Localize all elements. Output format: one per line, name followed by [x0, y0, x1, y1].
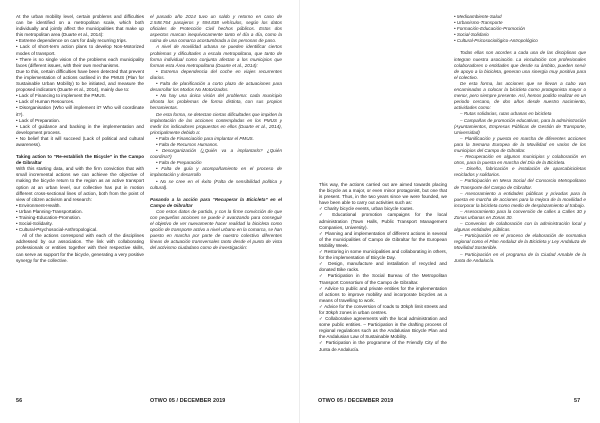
paragraph: • Extrema dependencia del coche en viajes recurrentes diarios. — [150, 68, 282, 80]
paragraph: ✓ Educational promotion campaigns for the local administration (Town Halls, Public Transport Management Companies, University). — [319, 212, 447, 230]
paragraph: This way, the actions carried out are aimed towards placing the bicycle as a major, or even minor protagonist, but one that is present. Thus, in the two years since we were founded, we have been able to carry out activities such as: — [319, 182, 447, 206]
paragraph: ✓ Collaborative agreements with the local administration and some public entities. – Participation in the drafting process of regional regulations such as the Andalusian Bicycle Plan and the Andalusian Law of Sustainable Mobility. — [319, 316, 447, 340]
paragraph: ✓ Advice for the conversion of roads to 30kph limit streets and for 30kph zones in urban centres. — [319, 303, 447, 315]
paragraph: • Falta de planificación a corto plazo de actuaciones para desarrollar los Modos No Motorizados. — [150, 81, 282, 93]
paragraph: • Social-Solidarity. — [16, 221, 53, 227]
paragraph: – Asesoramiento a entidades públicas y privadas para la puesta en marcha de acciones para la mejora de la movilidad e incorporar la bicicleta como medio de desplazamiento al trabajo. — [454, 190, 586, 208]
paragraph: • Urbanismo-Transporte — [454, 20, 503, 26]
paragraph: • No hay una única visión del problema: cada municipio afronta los problemas de forma distinta, con sus propios herramientas. — [150, 93, 282, 111]
left-page-spanish-column — [150, 14, 282, 252]
paragraph: • Desorganización (¿Quién va a implantarlo? ¿Quién coordina?) — [150, 148, 282, 160]
paragraph: • Falta de guía y acompañamiento en el proceso de implantación y desarrollo — [150, 166, 282, 178]
paragraph: • Falta de Financiación para implantar el PMUS. — [156, 135, 254, 141]
paragraph: • Falta de Recursos Humanos. — [156, 141, 219, 147]
paragraph: ✓ Restoring in some municipalities and collaborating in others, for the implementation of Bicycle Day. — [319, 249, 447, 261]
paragraph: • Falta de Preparación — [156, 160, 202, 166]
paragraph: • Lack of guidance and backing in the implementation and development process. — [16, 123, 144, 135]
paragraph: At the urban mobility level, certain problems and difficulties can be identified on a metropolitan scale, which both individually and jointly affect the municipalities that make up this metropolitan area (Duarte et al., 2014): — [16, 14, 144, 38]
paragraph: – Recuperación en algunos municipios y colaboración en otros, para la puesta en marcha del Día de la Bicicleta. — [454, 154, 586, 166]
paragraph: • Cultural-Psicosociológico-Antropológico — [454, 38, 538, 44]
left-issue-label: OTWO 05 / DECEMBER 2019 — [150, 398, 226, 404]
paragraph: • No se cree en el éxito (Falta de sensibilidad política y cultural). — [150, 178, 282, 190]
paragraph: ✓ Participation in the programme of the Friendly City of the Junta de Andalucía. — [319, 340, 447, 352]
paragraph: ✓ Participation in the Social Bureau of the Metropolitan Transport Consortium of the Campo de Gibraltar. — [319, 273, 447, 285]
paragraph: ✓ Charity bicycle events, urban bicycle routes. — [319, 206, 414, 212]
left-page-number: 56 — [16, 398, 23, 404]
paragraph: • Lack of Financing to implement the PMUS. — [16, 93, 106, 99]
paragraph: – Rutas solidarias, rutas urbanas en bicicleta — [460, 111, 552, 117]
paragraph: • Social-Solidario — [454, 32, 489, 38]
paragraph: • Urban Planning-Transportation. — [16, 208, 83, 214]
paragraph: • Medioambiente-Salud — [454, 14, 502, 19]
paragraph: • Extreme dependence on cars for daily recurring trips. — [16, 38, 127, 44]
paragraph: – Asesoramiento para la conversión de calles a Calles 30 y Zonas urbanas en Zonas 30. — [454, 208, 586, 220]
paragraph: • There is no single vision of the problems each municipality faces (different issues, with their own mechanisms. — [16, 56, 144, 68]
paragraph: • Lack of Preparation. — [16, 117, 60, 123]
paragraph: – Planificación y puesta en marcha de diferentes acciones para la Semana Europea de la Movilidad en varios de los municipios del Campo de Gibraltar. — [454, 135, 586, 153]
paragraph: • Training-Education-Promotion. — [16, 215, 81, 220]
paragraph: Pasando a la acción para “Recuperar la Bicicleta” en el Campo de Gibraltar — [150, 196, 282, 208]
paragraph: • Lack of short-term action plans to develop Non-Motorized modes of transport. — [16, 44, 144, 56]
paragraph: – Campañas de promoción educativas, para la administración (Ayuntamientos, Empresas Públicas de Gestión de Transporte, Universidad) — [454, 117, 586, 135]
paragraph: – Convenios de colaboración con la administración local y algunas entidades públicas. — [454, 221, 586, 233]
paragraph: • Lack of Human Resources. — [16, 99, 75, 105]
right-page-spanish-column — [454, 14, 586, 264]
paragraph: • Formación-Educación-Promoción — [454, 26, 526, 32]
paragraph: Todas ellas son acordes a cada una de las disciplinas que integran nuestra asociación. La vinculación con profesionales colaboradores o entidades que desde su ámbito, pueden servir de apoyo a la bicicleta, generan una sinergia muy positiva para el colectivo. — [454, 50, 586, 80]
paragraph: – Participación en el proceso de elaboración de normativa regional como el Plan Andaluz de la Bicicleta y Ley Andaluza de Movilidad Sostenible. — [454, 233, 586, 251]
paragraph: – Participación en el programa de la Ciudad Amable de la Junta de Andalucía. — [454, 251, 586, 263]
paragraph: ✓ Design, manufacture and installation of recycled and donated Bike racks. — [319, 261, 447, 273]
paragraph: Taking action to “Re-establish the Bicycle” in the Campo de Gibraltar — [16, 154, 144, 166]
paragraph: – Participación en Mesa Social del Consorcio Metropolitano de Transporte del Campo de Gibraltar. — [454, 178, 586, 190]
paragraph: • Disorganisation (Who will implement it? Who will coordinate it?). — [16, 105, 144, 117]
paragraph: ✓ Advice to public and private entities for the implementation of actions to improve mobility and incorporate bicycles as a means of travelling to work. — [319, 285, 447, 303]
left-page-english-column — [16, 14, 144, 264]
paragraph: • Environment-Health. — [16, 202, 61, 208]
right-issue-label: OTWO 05 / DECEMBER 2019 — [318, 398, 394, 404]
paragraph: Con estos datos de partida, y con la firme convicción de que con pequeñas acciones se puede ir avanzando para conseguir el objetivo de ver nuevamente hacer realidad la bicicleta como opción de transporte activo a nivel urbano en la comarca, se han puesto en marcha por parte de nuestro colectivo diferentes líneas de actuación transversales tanto desde el punto de vista del activismo ciudadano como de investigación: — [150, 208, 282, 251]
right-page — [300, 0, 600, 423]
paragraph: – Diseño, fabricación e instalación de aparcabicicletas reciclados y solidarios. — [454, 166, 586, 178]
paragraph: • No belief that it will succeed (Lack of political and cultural awareness). — [16, 135, 144, 147]
paragraph: • Cultural-Psychosocial-Anthropological. — [16, 227, 98, 233]
paragraph: With this starting data, and with the firm conviction that with small incremental actions we can achieve the objective of making the bicycle return to the region as an active transport option at an urban level, our collective has put in motion different cross-sectional lines of action, both from the point of view of citizen activism and research: — [16, 166, 144, 202]
paragraph: Due to this, certain difficulties have been detected that prevent the implementation of actions outlined in the PMUS (Plan for Sustainable Urban Mobility) to be initiated, and measure the proposed indicators (Duarte et al., 2014), mainly due to: — [16, 68, 144, 93]
right-page-number: 57 — [574, 398, 581, 404]
paragraph: All of the actions correspond with each of the disciplines addressed by our association. The link with collaborating professionals or entities together with their respective skills, can serve as support for the bicycle, generating a very positive synergy for the collective. — [16, 233, 144, 263]
paragraph: De esta forma, las acciones que se llevan a cabo van encaminadas a colocar la bicicleta como protagonista mayor o menor, pero siempre presente. Así, hemos podido realizar en un periodo cercano, de dos años desde nuestro nacimiento, actividades como: — [454, 80, 586, 111]
paragraph: el pasado año 2014 tuvo un saldo y retorno en caso de 2.548.764 pasajeros y 594.838 vehículos, según los datos oficiales de Protección Civil hechos públicos. Estos dos aspectos marcan inequívocamente tanto el día a día, como la rutina de una comarca acostumbrada a las personas de paso. — [150, 14, 282, 44]
paragraph: A nivel de movilidad urbana se pueden identificar ciertos problemas y dificultades a escala metropolitana, que tanto de forma individual como conjunta afectan a los municipios que forman esta Área metropolitana (Duarte et al., 2014): — [150, 44, 282, 68]
paragraph: ✓ Planning and implementation of different actions in several of the municipalities of Campo de Gibraltar for the European Mobility Week. — [319, 230, 447, 248]
right-page-english-column — [319, 182, 447, 353]
paragraph: De esta forma, se detectan ciertas dificultades que impiden la implantación de las acciones contempladas en los PMUS y medir los indicadores propuestos en ellos (Duarte et al., 2014), principalmente debido a: — [150, 111, 282, 135]
